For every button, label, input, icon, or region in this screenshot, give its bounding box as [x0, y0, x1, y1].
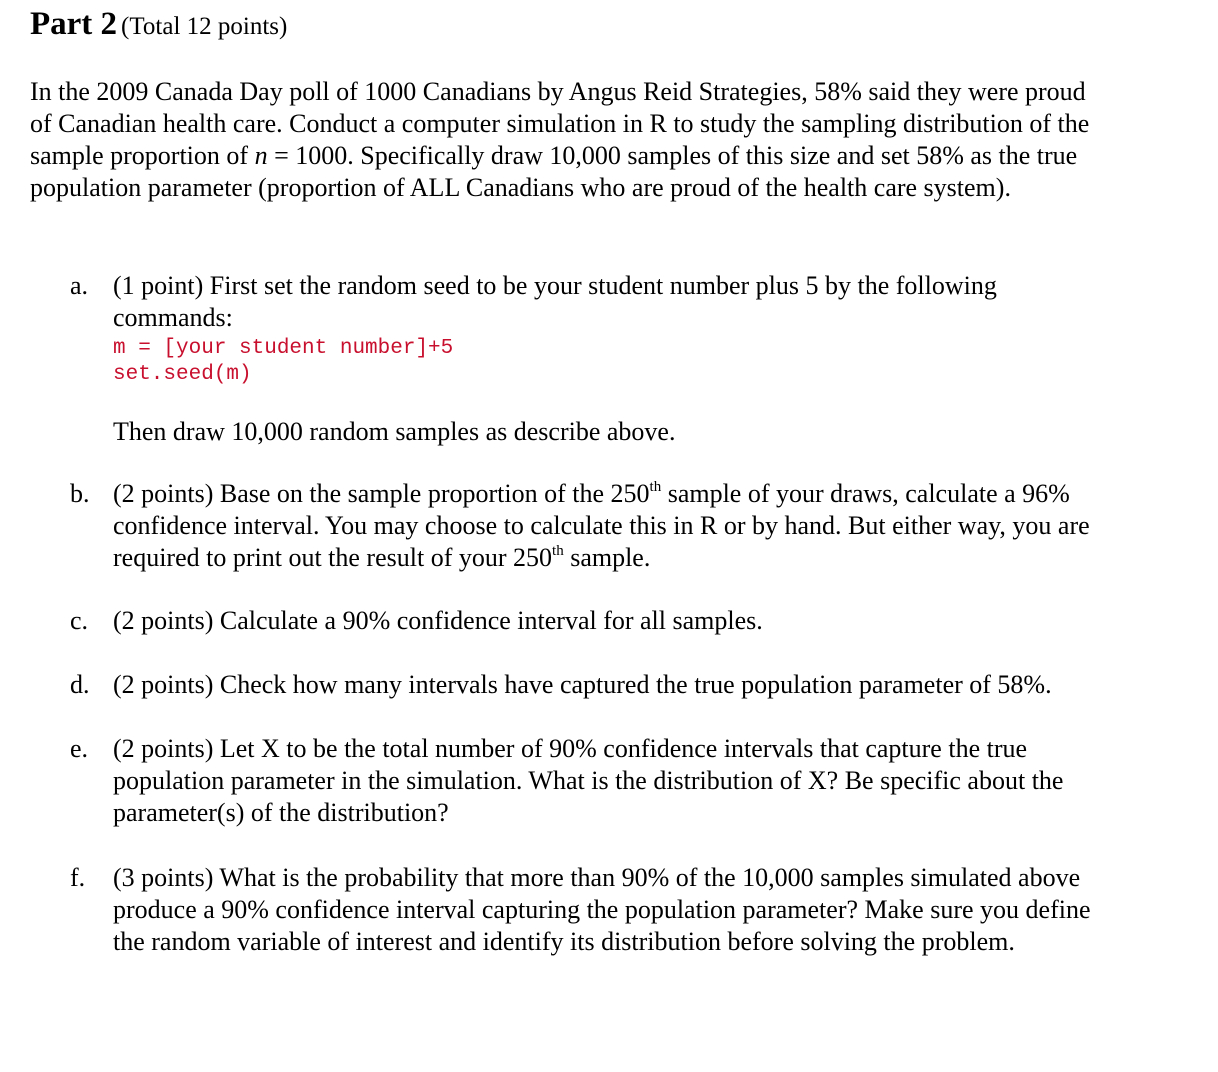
- question-e: [70, 733, 1150, 829]
- intro-text-1: In the 2009 Canada Day poll of 1000 Canadians by Angus Reid Strategies, 58% said they were proud of Canadian health care. Conduct a computer simulation in R to study the sampling distribution of the sample proportion of: [30, 77, 1090, 170]
- question-a-marker: a.: [70, 271, 89, 300]
- question-d-marker: d.: [70, 670, 90, 699]
- question-a-followup: Then draw 10,000 random samples as describe above.: [113, 417, 676, 446]
- question-c-marker: c.: [70, 606, 89, 635]
- question-b-part1: (2 points) Base on the sample proportion of the 250: [113, 479, 650, 508]
- section-points: (Total 12 points): [121, 13, 288, 40]
- section-title: Part 2: [30, 6, 118, 42]
- code-line-seed-value: m = [your student number]+5: [113, 337, 454, 360]
- question-b-part3: sample.: [563, 543, 651, 572]
- question-a: [70, 270, 1150, 448]
- question-d-text: (2 points) Check how many intervals have captured the true population parameter of 58%.: [113, 670, 1052, 699]
- code-line-set-seed: set.seed(m): [113, 363, 252, 386]
- question-b-marker: b.: [70, 479, 90, 508]
- question-d: [70, 669, 1150, 701]
- sample-size-symbol: n: [254, 141, 268, 170]
- ordinal-suffix-1: th: [649, 479, 662, 495]
- question-b-text: [113, 478, 1123, 574]
- intro-paragraph: [30, 76, 1110, 204]
- question-f: [70, 862, 1150, 958]
- question-f-text: (3 points) What is the probability that more than 90% of the 10,000 samples simulated above produce a 90% confidence interval capturing the population parameter? Make sure you define the random variable of interest and identify its distribution before solving the problem.: [113, 863, 1091, 956]
- question-e-marker: e.: [70, 734, 89, 763]
- intro-text-2: = 1000. Specifically draw 10,000 samples of this size and set 58% as the true population parameter (proportion of ALL Canadians who are proud of the health care system).: [30, 141, 1078, 202]
- question-c: [70, 605, 1150, 637]
- ordinal-suffix-2: th: [552, 543, 564, 559]
- code-block: [113, 336, 1123, 388]
- question-c-text: (2 points) Calculate a 90% confidence interval for all samples.: [113, 606, 763, 635]
- question-b-part2: sample of your draws, calculate a 96% confidence interval. You may choose to calculate this in R or by hand. But either way, you are required to print out the result of your 250: [113, 479, 1090, 572]
- question-a-text: (1 point) First set the random seed to be your student number plus 5 by the following commands:: [113, 271, 997, 332]
- question-f-marker: f.: [70, 863, 86, 892]
- question-b: [70, 478, 1150, 574]
- question-e-text: (2 points) Let X to be the total number of 90% confidence intervals that capture the true population parameter in the simulation. What is the distribution of X? Be specific about the parameter(s) of the distribution?: [113, 734, 1064, 827]
- section-heading: [30, 6, 287, 43]
